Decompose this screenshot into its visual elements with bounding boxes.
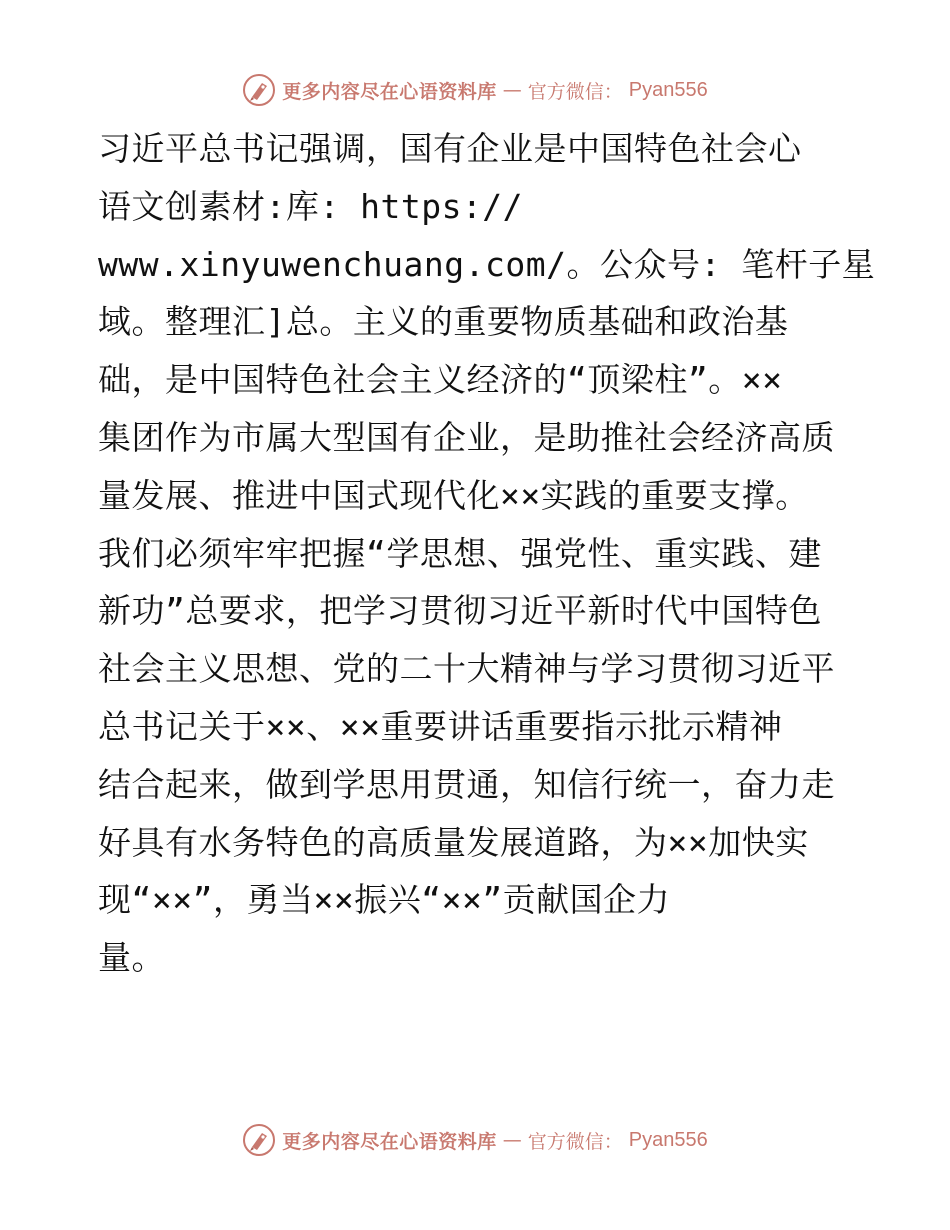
footer-watermark	[0, 1120, 950, 1160]
text-line: 量。	[98, 938, 165, 978]
text-line: 习近平总书记强调，国有企业是中国特色社会心	[98, 129, 802, 168]
text-line: 结合起来，做到学思用贯通，知信行统一，奋力走	[98, 764, 835, 804]
document-body	[98, 120, 876, 987]
text-line: 现“××”，勇当××振兴“××”贡献国企力	[98, 880, 671, 920]
pen-nib-icon	[242, 73, 276, 107]
watermark-official-label: 官方微信：	[527, 1130, 623, 1153]
watermark-group	[242, 1123, 708, 1157]
text-line: 总书记关于××、××重要讲话重要指示批示精神	[98, 706, 783, 746]
watermark-wechat-id: Pyan556	[628, 78, 708, 101]
text-line: 集团作为市属大型国有企业，是助推社会经济高质	[98, 417, 835, 457]
watermark-main-text: 更多内容尽在心语资料库	[282, 1130, 497, 1153]
text-line: 域。整理汇]总。主义的重要物质基础和政治基	[98, 302, 789, 342]
text-line: www.xinyuwenchuang.com/。公众号: 笔杆子星	[98, 244, 876, 284]
text-line: 础，是中国特色社会主义经济的“顶梁柱”。××	[98, 360, 783, 400]
text-line: 好具有水务特色的高质量发展道路，为××加快实	[98, 822, 809, 862]
watermark-main-text: 更多内容尽在心语资料库	[282, 80, 497, 103]
text-line: 量发展、推进中国式现代化××实践的重要支撑。	[98, 475, 809, 515]
watermark-dash: —	[502, 1129, 522, 1151]
pen-nib-icon	[242, 1123, 276, 1157]
watermark-group	[242, 73, 708, 107]
watermark-dash: —	[502, 79, 522, 101]
text-line: 我们必须牢牢把握“学思想、强党性、重实践、建	[98, 533, 822, 573]
text-line: 社会主义思想、党的二十大精神与学习贯彻习近平	[98, 649, 835, 689]
header-watermark	[0, 70, 950, 110]
text-line: 新功”总要求，把学习贯彻习近平新时代中国特色	[98, 591, 822, 631]
text-line: 语文创素材:库: https://	[98, 186, 524, 226]
watermark-wechat-id: Pyan556	[628, 1128, 708, 1151]
watermark-official-label: 官方微信：	[527, 80, 623, 103]
